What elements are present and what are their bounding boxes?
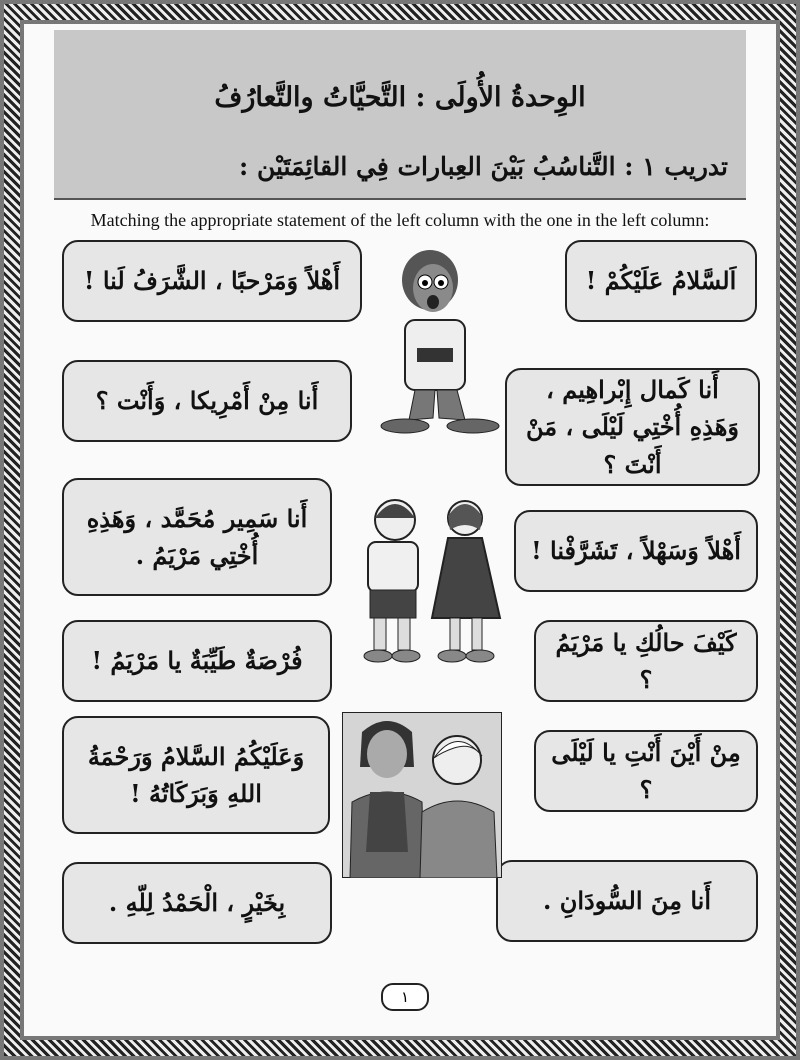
- left-statement-3[interactable]: أَنا سَمِير مُحَمَّد ، وَهَذِهِ أُخْتِي مَرْيَمُ .: [62, 478, 332, 596]
- instruction-text: Matching the appropriate statement of the left column with the one in the left column:: [90, 210, 710, 230]
- right-statement-5[interactable]: مِنْ أَيْنَ أَنْتِ يا لَيْلَى ؟: [534, 730, 758, 812]
- exercise-title: تدريب ١ : التَّناسُبُ بَيْنَ العِبارات فِي القائِمَتَيْن :: [239, 152, 728, 181]
- page-number: ١: [381, 983, 429, 1011]
- left-statement-2[interactable]: أَنا مِنْ أَمْرِيكا ، وَأَنْت ؟: [62, 360, 352, 442]
- left-statement-6[interactable]: بِخَيْرٍ ، الْحَمْدُ لِلّهِ .: [62, 862, 332, 944]
- left-statement-4[interactable]: فُرْصَةٌ طَيِّبَةٌ يا مَرْيَمُ !: [62, 620, 332, 702]
- right-statement-1[interactable]: اَلسَّلامُ عَلَيْكُمْ !: [565, 240, 757, 322]
- right-statement-3[interactable]: أَهْلاً وَسَهْلاً ، تَشَرَّفْنا !: [514, 510, 758, 592]
- women-illustration: [342, 712, 502, 878]
- children-illustration: [340, 490, 520, 670]
- boy-illustration: [375, 240, 505, 440]
- right-statement-2[interactable]: أَنا كَمال إِبْراهِيم ، وَهَذِهِ أُخْتِي لَيْلَى ، مَنْ أَنْتَ ؟: [505, 368, 760, 486]
- left-statement-5[interactable]: وَعَلَيْكُمُ السَّلامُ وَرَحْمَةُ اللهِ وَبَرَكَاتُهُ !: [62, 716, 330, 834]
- header-band: [54, 30, 746, 200]
- left-statement-1[interactable]: أَهْلاً وَمَرْحبًا ، الشَّرَفُ لَنا !: [62, 240, 362, 322]
- unit-title: الوِحدةُ الأُولَى : التَّحيَّاتُ والتَّعارُفُ: [214, 82, 586, 113]
- right-statement-4[interactable]: كَيْفَ حالُكِ يا مَرْيَمُ ؟: [534, 620, 758, 702]
- right-statement-6[interactable]: أَنا مِنَ السُّودَانِ .: [496, 860, 758, 942]
